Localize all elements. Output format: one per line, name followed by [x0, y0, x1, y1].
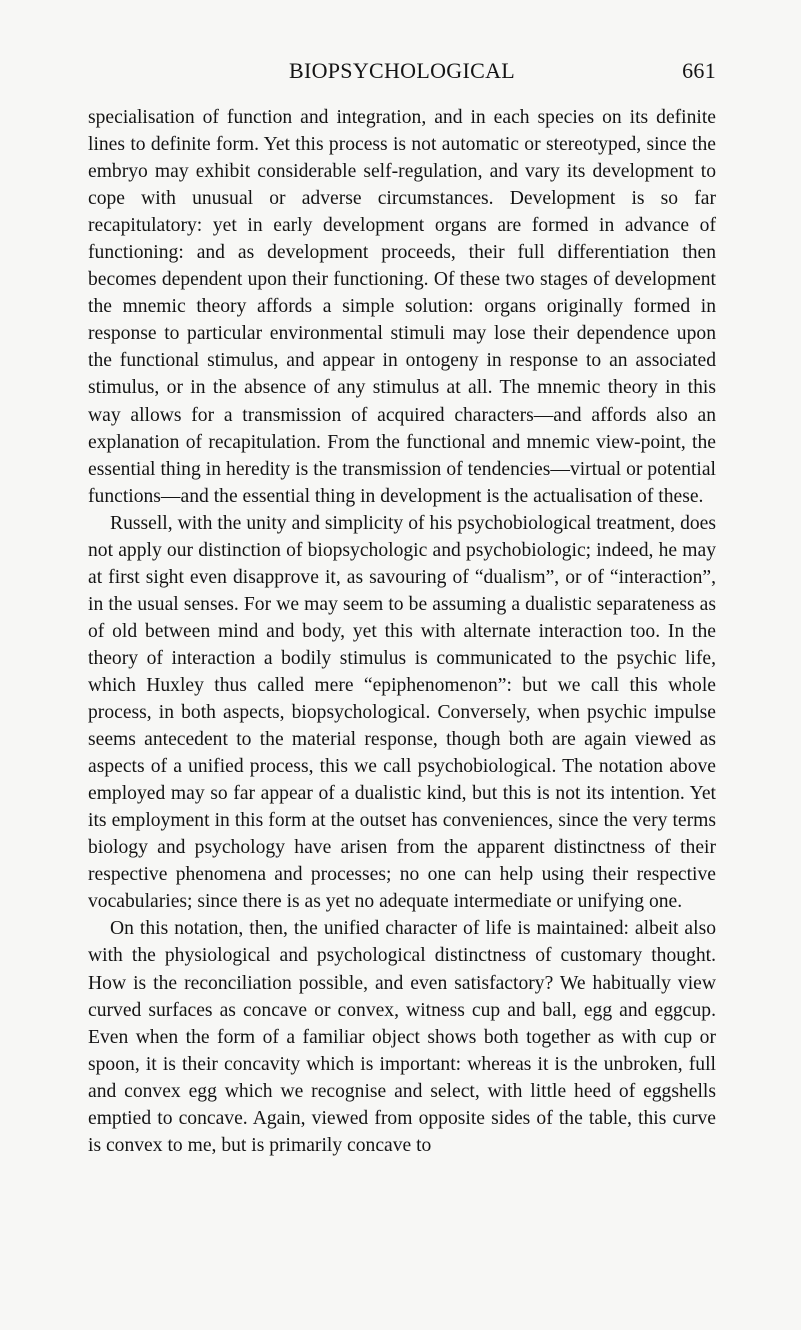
page-number: 661: [682, 58, 716, 83]
running-title: BIOPSYCHOLOGICAL: [288, 58, 516, 83]
paragraph-continued: specialisation of function and integration, and in each species on its definite lines to definite form. Yet this process is not automatic or stereotyped, since the embryo may exhibit considerable self-regulation, and vary its development to cope with unusual or adverse circumstances. Development is so far recapitulatory: yet in early development organs are formed in advance of functioning: and as development proceeds, their full differentiation then becomes dependent upon their functioning. Of these two stages of development the mnemic theory affords a simple solution: organs originally formed in response to particular environmental stimuli may lose their dependence upon the functional stimulus, and appear in ontogeny in response to an associated stimulus, or in the absence of any stimulus at all. The mnemic theory in this way allows for a transmission of acquired characters—and affords also an explanation of recapitulation. From the functional and mnemic view-point, the essential thing in heredity is the transmission of tendencies—virtual or potential functions—and the essential thing in development is the actualisation of these.: [88, 107, 716, 507]
paragraph-notation: On this notation, then, the unified character of life is maintained: albeit also with the physiological and psychological distinctness of customary thought. How is the reconciliation possible, and even satisfactory? We habitually view curved surfaces as concave or convex, witness cup and ball, egg and eggcup. Even when the form of a familiar object shows both together as with cup or spoon, it is their concavity which is important: whereas it is the unbroken, full and convex egg which we recognise and select, with little heed of eggshells emptied to concave. Again, viewed from opposite sides of the table, this curve is convex to me, but is primarily concave to: [88, 918, 716, 1156]
book-page: [88, 58, 716, 1159]
running-head: [88, 58, 716, 92]
body-text: [88, 104, 716, 1159]
paragraph-russell: Russell, with the unity and simplicity of his psychobiological treatment, does not apply our distinction of biopsychologic and psychobiologic; indeed, he may at first sight even disapprove it, as savouring of “dualism”, or of “interaction”, in the usual senses. For we may seem to be assuming a dualistic separateness as of old between mind and body, yet this with alternate interaction too. In the theory of interaction a bodily stimulus is communicated to the psychic life, which Huxley thus called mere “epiphenomenon”: but we call this whole process, in both aspects, biopsychological. Conversely, when psychic impulse seems antecedent to the material response, though both are again viewed as aspects of a unified process, this we call psychobiological. The notation above employed may so far appear of a dualistic kind, but this is not its intention. Yet its employment in this form at the outset has conveniences, since the very terms biology and psychology have arisen from the apparent distinctness of their respective phenomena and processes; no one can help using their respective vocabularies; since there is as yet no adequate intermediate or unifying one.: [88, 512, 716, 913]
